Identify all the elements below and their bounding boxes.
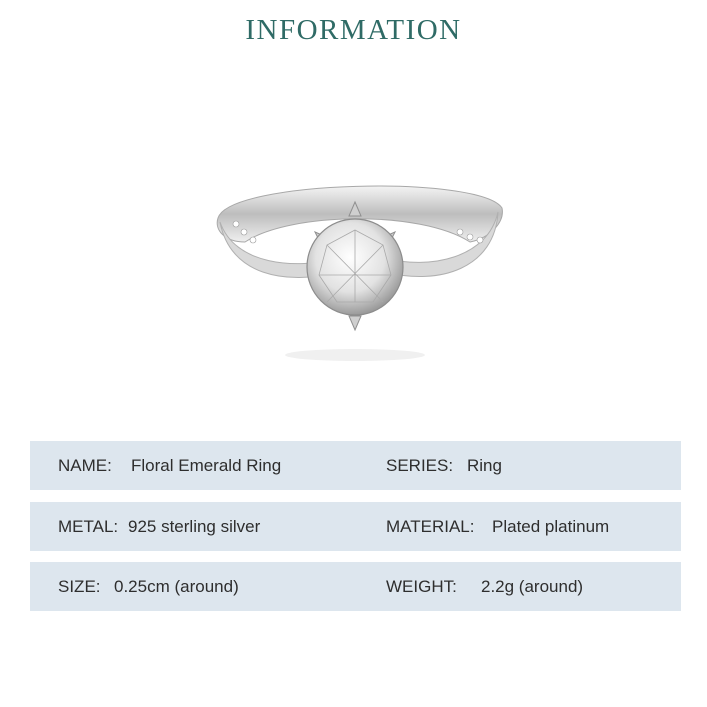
- page-title: INFORMATION: [245, 14, 462, 46]
- material-value: Plated platinum: [492, 517, 610, 536]
- weight-label: WEIGHT:: [386, 577, 457, 596]
- name-label: NAME:: [58, 456, 112, 475]
- weight-value: 2.2g (around): [481, 577, 584, 596]
- material-label: MATERIAL:: [386, 517, 475, 536]
- name-value: Floral Emerald Ring: [131, 456, 282, 475]
- ring-image: [190, 150, 520, 380]
- size-label: SIZE:: [58, 577, 101, 596]
- solitaire-ring-icon: [190, 150, 520, 380]
- spec-row-name: [30, 441, 681, 490]
- spec-row-metal: [30, 502, 681, 551]
- spec-row-size: [30, 562, 681, 611]
- series-value: Ring: [467, 456, 502, 475]
- metal-label: METAL:: [58, 517, 119, 536]
- series-label: SERIES:: [386, 456, 454, 475]
- metal-value: 925 sterling silver: [128, 517, 261, 536]
- size-value: 0.25cm (around): [114, 577, 239, 596]
